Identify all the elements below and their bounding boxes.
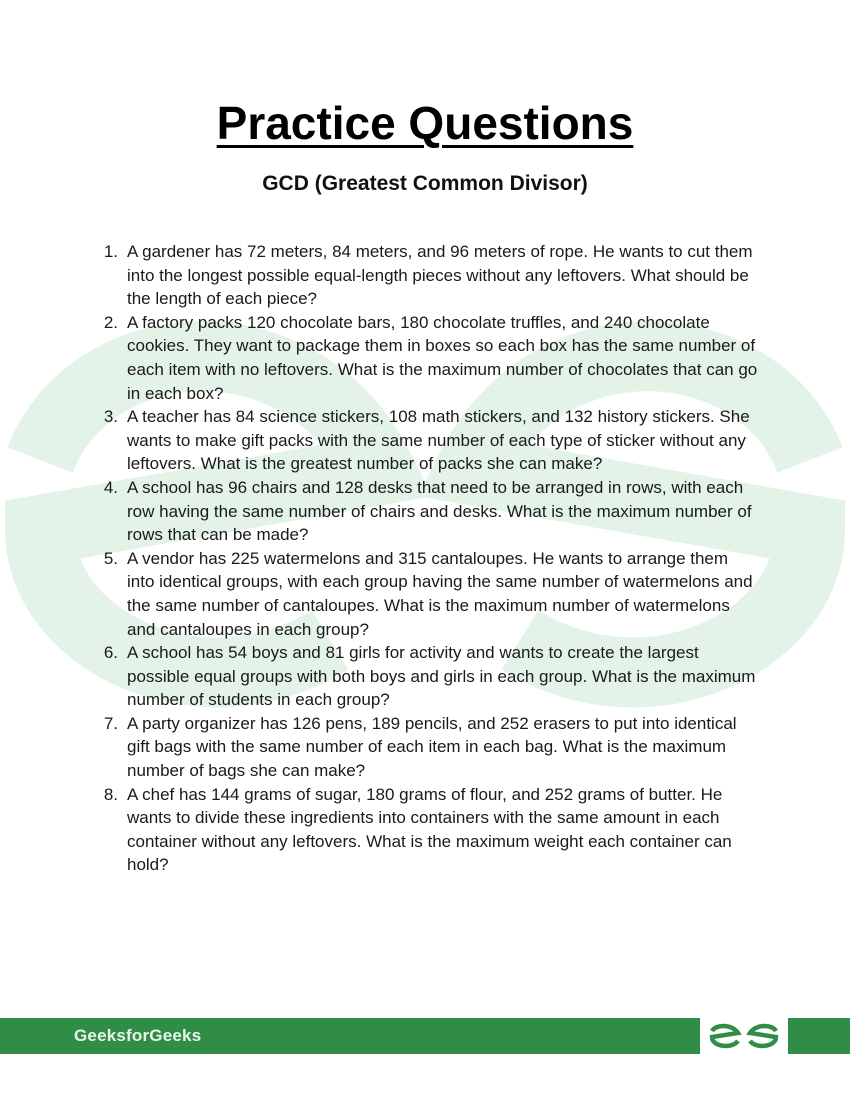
question-text: A chef has 144 grams of sugar, 180 grams of flour, and 252 grams of butter. He wants to divide these ingredients into containers with the same amount in each container without any leftovers. What is the maximum weight each container can hold? [127, 784, 732, 875]
footer-brand[interactable]: GeeksforGeeks [74, 1026, 202, 1045]
question-item [78, 783, 758, 877]
question-text: A factory packs 120 chocolate bars, 180 chocolate truffles, and 240 chocolate cookies. They want to package them in boxes so each box has the same number of each item with no leftovers. What is the maximum number of chocolates that can go in each box? [127, 312, 758, 403]
question-item [78, 240, 758, 311]
question-item [78, 311, 758, 405]
page-subtitle: GCD (Greatest Common Divisor) [262, 172, 588, 195]
question-number: 2. [103, 312, 118, 332]
question-item [78, 476, 758, 547]
question-item [78, 405, 758, 476]
question-number: 1. [103, 242, 118, 261]
question-text: A gardener has 72 meters, 84 meters, and 96 meters of rope. He wants to cut them into the longest possible equal-length pieces without any leftovers. What should be the length of each piece? [127, 242, 753, 309]
question-item [78, 641, 758, 712]
question-number: 3. [103, 407, 118, 427]
question-text: A vendor has 225 watermelons and 315 cantaloupes. He wants to arrange them into identical groups, with each group having the same number of watermelons and the same number of cantaloupes. What is the maximum number of watermelons and cantaloupes in each group? [127, 548, 753, 639]
gfg-logo[interactable] [700, 1018, 788, 1054]
question-number: 6. [103, 643, 118, 663]
question-item [78, 547, 758, 641]
question-text: A school has 96 chairs and 128 desks that need to be arranged in rows, with each row having the same number of chairs and desks. What is the maximum number of rows that can be made? [127, 477, 752, 545]
footer-bar [0, 1018, 850, 1054]
question-text: A school has 54 boys and 81 girls for activity and wants to create the largest possible equal groups with both boys and girls in each group. What is the maximum number of students in each group? [127, 643, 756, 710]
gfg-logo-icon [708, 1023, 780, 1049]
question-text: A party organizer has 126 pens, 189 pencils, and 252 erasers to put into identical gift bags with the same number of each item in each bag. What is the maximum number of bags she can make? [127, 713, 737, 781]
question-number: 7. [103, 713, 118, 733]
question-text: A teacher has 84 science stickers, 108 math stickers, and 132 history stickers. She wants to make gift packs with the same number of each type of sticker without any leftovers. What is the greatest number of packs she can make? [127, 407, 750, 474]
question-list [78, 240, 758, 877]
question-number: 8. [103, 784, 118, 804]
page-title: Practice Questions [216, 97, 634, 149]
question-item [78, 712, 758, 783]
question-number: 4. [103, 477, 118, 497]
question-number: 5. [103, 548, 118, 568]
